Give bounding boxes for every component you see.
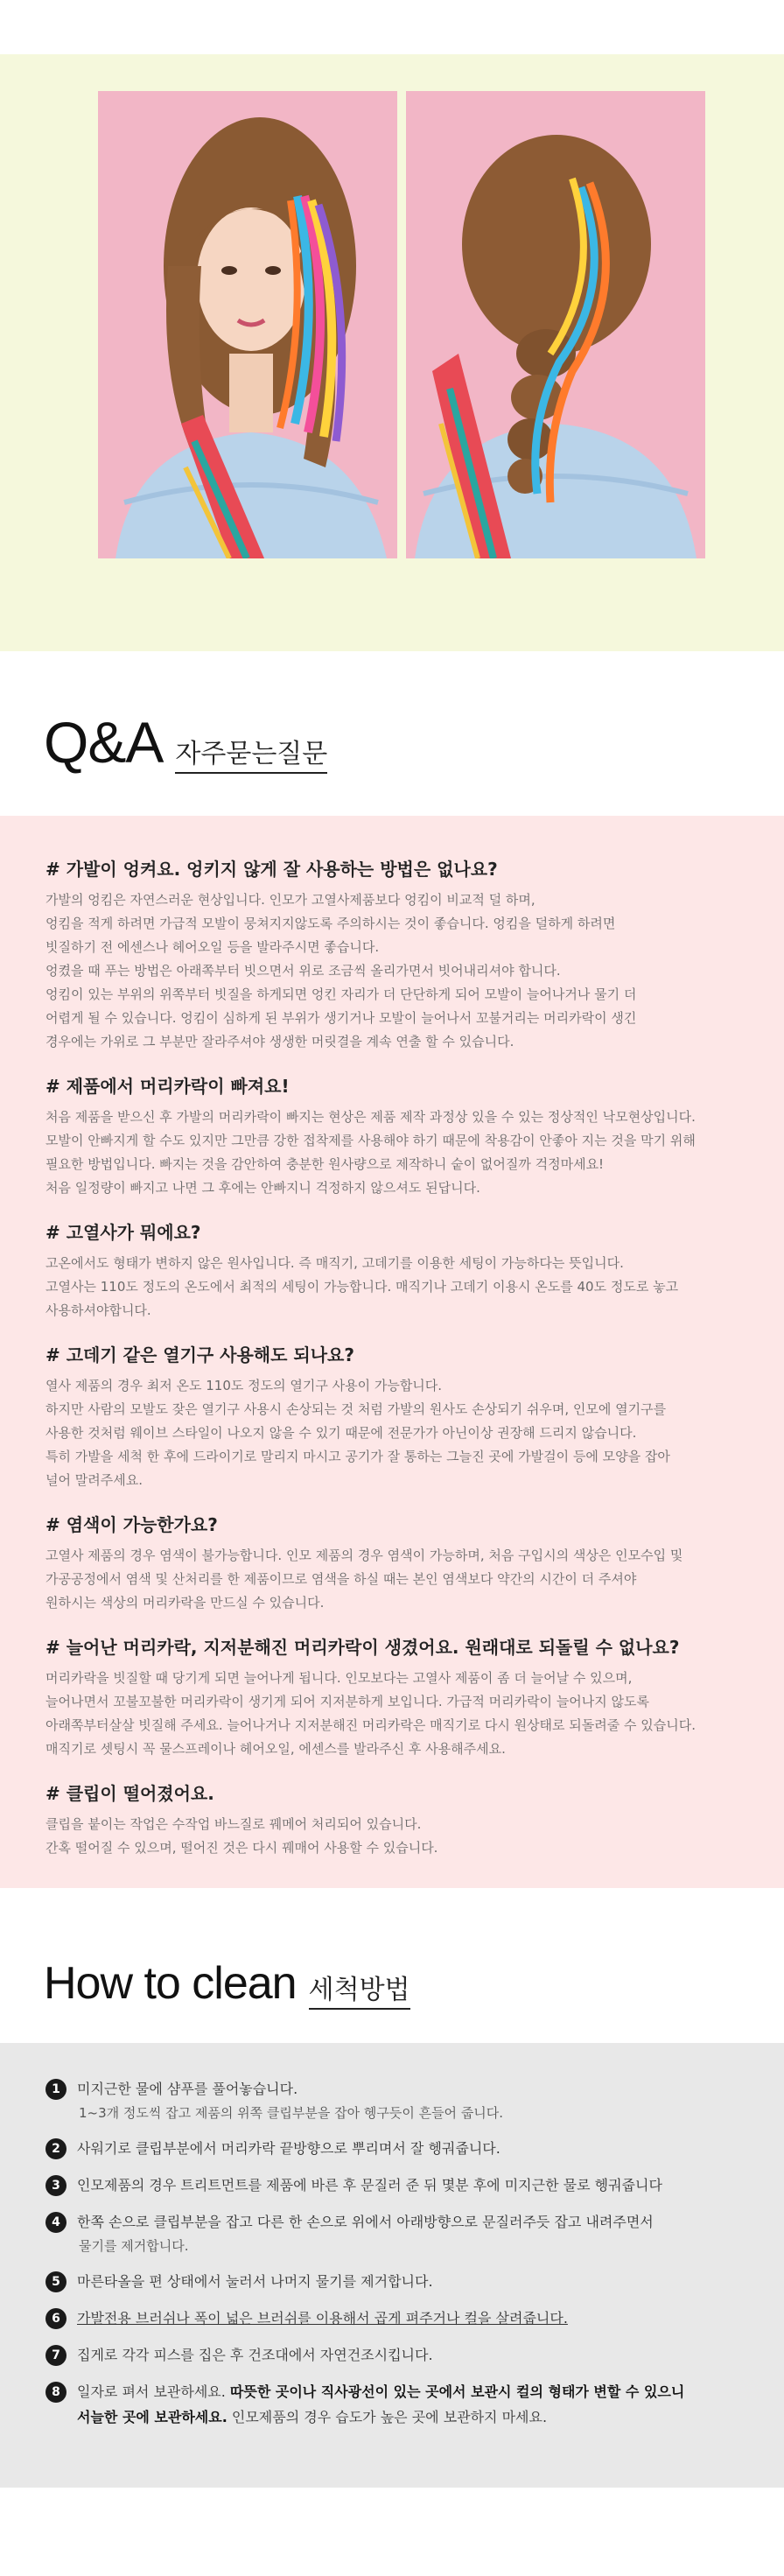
step-number-badge: 4: [46, 2212, 66, 2233]
step-number-badge: 6: [46, 2308, 66, 2329]
cleaning-step: [46, 2172, 754, 2198]
step-text: 집게로 각각 피스를 집은 후 건조대에서 자연건조시킵니다.: [77, 2347, 433, 2363]
step-text: [77, 2379, 684, 2404]
step-body: [77, 2136, 500, 2161]
step-body: [77, 2269, 433, 2294]
step-number-badge: 2: [46, 2138, 66, 2159]
faq-answer-line: 엉킴이 있는 부위의 위쪽부터 빗질을 하게되면 엉킨 자리가 더 단단하게 되어 모발이 늘어나거나 물기 더: [46, 986, 637, 1002]
step-body: [77, 2209, 654, 2257]
faq-answer-line: 고열사는 110도 정도의 온도에서 최적의 세팅이 가능합니다. 매직기나 고데기 이용시 온도를 40도 정도로 놓고: [46, 1279, 679, 1295]
cleaning-step: [46, 2306, 754, 2331]
step-text: 사워기로 클립부분에서 머리카락 끝방향으로 뿌리며서 잘 헹궈줍니다.: [77, 2140, 500, 2157]
faq-answer-line: 빗질하기 전 에센스나 헤어오일 등을 발라주시면 좋습니다.: [46, 939, 380, 955]
model-front-illustration: [98, 91, 397, 558]
cleaning-step: [46, 2136, 754, 2161]
faq-answer-line: 가발의 엉킴은 자연스러운 현상입니다. 인모가 고열사제품보다 엉킴이 비교적 덜 하며,: [46, 892, 536, 908]
faq-answer-line: 처음 일정량이 빠지고 나면 그 후에는 안빠지니 걱정하지 않으셔도 된답니다.: [46, 1180, 480, 1196]
step-text: 가발전용 브러쉬나 폭이 넓은 브러쉬를 이용해서 곱게 펴주거나 컬을 살려줍니다.: [77, 2310, 568, 2327]
step-subtext: 물기를 제거합니다.: [79, 2238, 189, 2254]
faq-answer-line: 엉켰을 때 푸는 방법은 아래쪽부터 빗으면서 위로 조금씩 올리가면서 빗어내리셔야 합니다.: [46, 963, 561, 979]
faq-answer-line: 특히 가발을 세척 한 후에 드라이기로 말리지 마시고 공기가 잘 통하는 그늘진 곳에 가발걸이 등에 모양을 잡아: [46, 1449, 670, 1464]
faq-answer-line: 하지만 사람의 모발도 잦은 열기구 사용시 손상되는 것 처럼 가발의 원사도 손상되기 쉬우며, 인모에 열기구를: [46, 1401, 667, 1417]
step-number-badge: 7: [46, 2345, 66, 2366]
clean-heading: [44, 1957, 410, 2010]
model-back-photo: [406, 91, 705, 558]
step-number-badge: 5: [46, 2271, 66, 2292]
faq-item: [46, 1782, 754, 1860]
faq-answer-line: 사용하셔야합니다.: [46, 1302, 151, 1318]
qa-heading: [44, 709, 327, 776]
qa-title: Q&A: [44, 710, 164, 775]
cleaning-steps: [46, 2076, 754, 2441]
faq-question: # 가발이 엉켜요. 엉키지 않게 잘 사용하는 방법은 없나요?: [46, 859, 498, 880]
faq-item: [46, 1344, 754, 1492]
faq-question: # 제품에서 머리카락이 빠져요!: [46, 1076, 290, 1097]
faq-answer: [46, 1106, 754, 1200]
faq-answer-line: 고열사 제품의 경우 염색이 불가능합니다. 인모 제품의 경우 염색이 가능하며, 처음 구입시의 색상은 인모수입 및: [46, 1548, 683, 1563]
cleaning-step: [46, 2379, 754, 2430]
step-body: [77, 2342, 433, 2368]
faq-answer-line: 가공공정에서 염색 및 산처리를 한 제품이므로 염색을 하실 때는 본인 염색보다 약간의 시간이 더 주셔야: [46, 1571, 637, 1587]
faq-answer: [46, 1667, 754, 1761]
model-back-illustration: [406, 91, 705, 558]
step-subtext-plain: 인모제품의 경우 습도가 높은 곳에 보관하지 마세요.: [231, 2409, 548, 2425]
step-body: [77, 2306, 568, 2331]
faq-answer-line: 간혹 떨어질 수 있으며, 떨어진 것은 다시 꿰매어 사용할 수 있습니다.: [46, 1840, 438, 1856]
faq-answer: [46, 1374, 754, 1492]
faq-answer-line: 고온에서도 형태가 변하지 않은 원사입니다. 즉 매직기, 고데기를 이용한 세팅이 가능하다는 뜻입니다.: [46, 1255, 624, 1271]
step-number-badge: 8: [46, 2382, 66, 2403]
faq-answer-line: 아래쪽부터살살 빗질해 주세요. 늘어나거나 지저분해진 머리카락은 매직기로 다시 원상태로 되돌려줄 수 있습니다.: [46, 1717, 696, 1733]
faq-question: # 늘어난 머리카락, 지저분해진 머리카락이 생겼어요. 원래대로 되돌릴 수 없나요?: [46, 1637, 680, 1658]
faq-answer-line: 널어 말려주세요.: [46, 1472, 143, 1488]
faq-item: [46, 1075, 754, 1200]
cleaning-step: [46, 2269, 754, 2294]
faq-answer-line: 사용한 것처럼 웨이브 스타일이 나오지 않을 수 있기 때문에 전문가가 아닌이상 권장해 드리지 않습니다.: [46, 1425, 637, 1441]
step-subtext-bold: 서늘한 곳에 보관하세요.: [77, 2409, 228, 2425]
faq-item: [46, 858, 754, 1054]
faq-answer-line: 모발이 안빠지게 할 수도 있지만 그만큼 강한 접착제를 사용해야 하기 때문에 착용감이 안좋아 지는 것을 막기 위해: [46, 1133, 696, 1148]
faq-section: [0, 816, 784, 1888]
step-subtext: [77, 2404, 684, 2430]
step-text: 마른타올을 편 상태에서 눌러서 나머지 물기를 제거합니다.: [77, 2273, 433, 2290]
step-body: [77, 2076, 503, 2124]
faq-answer-line: 원하시는 색상의 머리카락을 만드실 수 있습니다.: [46, 1595, 325, 1611]
faq-answer-line: 어렵게 될 수 있습니다. 엉킴이 심하게 된 부위가 생기거나 모발이 늘어나서 꼬불거리는 머리카락이 생긴: [46, 1010, 637, 1026]
faq-answer-line: 경우에는 가위로 그 부분만 잘라주셔야 생생한 머릿결을 계속 연출 할 수 있습니다.: [46, 1034, 514, 1049]
step-number-badge: 3: [46, 2175, 66, 2196]
faq-answer-line: 처음 제품을 받으신 후 가발의 머리카락이 빠지는 현상은 제품 제작 과정상 있을 수 있는 정상적인 낙모현상입니다.: [46, 1109, 696, 1125]
step-text: 인모제품의 경우 트리트먼트를 제품에 바른 후 문질러 준 뒤 몇분 후에 미지근한 물로 헹궈줍니다: [77, 2177, 662, 2193]
cleaning-section: [0, 2043, 784, 2488]
cleaning-step: [46, 2076, 754, 2124]
faq-list: [46, 858, 754, 1881]
faq-answer-line: 매직기로 셋팅시 꼭 물스프레이나 헤어오일, 에센스를 발라주신 후 사용해주세요.: [46, 1741, 506, 1757]
step-number-badge: 1: [46, 2079, 66, 2100]
clean-subtitle: 세척방법: [309, 1968, 410, 2010]
faq-answer-line: 늘어나면서 꼬불꼬불한 머리카락이 생기게 되어 지저분하게 보입니다. 가급적 머리카락이 늘어나지 않도록: [46, 1694, 650, 1709]
faq-answer-line: 필요한 방법입니다. 빠지는 것을 감안하여 충분한 원사량으로 제작하니 숱이 없어질까 걱정마세요!: [46, 1156, 605, 1172]
faq-question: # 고열사가 뭐에요?: [46, 1222, 201, 1243]
step-text: 한쪽 손으로 클립부분을 잡고 다른 한 손으로 위에서 아래방향으로 문질러주듯 잡고 내려주면서: [77, 2214, 654, 2230]
faq-answer-line: 머리카락을 빗질할 때 당기게 되면 늘어나게 됩니다. 인모보다는 고열사 제품이 좀 더 늘어날 수 있으며,: [46, 1670, 633, 1686]
step-text: 미지근한 물에 샴푸를 풀어놓습니다.: [77, 2081, 298, 2097]
faq-answer: [46, 1252, 754, 1323]
faq-answer-line: 열사 제품의 경우 최저 온도 110도 정도의 열기구 사용이 가능합니다.: [46, 1378, 443, 1393]
cleaning-step: [46, 2342, 754, 2368]
step-body: [77, 2379, 684, 2430]
faq-question: # 염색이 가능한가요?: [46, 1514, 218, 1535]
faq-question: # 클립이 떨어졌어요.: [46, 1783, 214, 1804]
faq-answer-line: 엉킴을 적게 하려면 가급적 모발이 뭉쳐지지않도록 주의하시는 것이 좋습니다. 엉킴을 덜하게 하려면: [46, 916, 616, 931]
clean-title: How to clean: [44, 1958, 297, 2009]
faq-question: # 고데기 같은 열기구 사용해도 되나요?: [46, 1344, 354, 1365]
step-text-plain: 일자로 펴서 보관하세요.: [77, 2383, 226, 2400]
step-body: [77, 2172, 662, 2198]
faq-item: [46, 1636, 754, 1761]
cleaning-step: [46, 2209, 754, 2257]
faq-answer: [46, 888, 754, 1054]
faq-answer-line: 클립을 붙이는 작업은 수작업 바느질로 꿰메어 처리되어 있습니다.: [46, 1816, 422, 1832]
step-text-bold: 따뜻한 곳이나 직사광선이 있는 곳에서 보관시 컬의 형태가 변할 수 있으니: [229, 2383, 685, 2400]
faq-item: [46, 1221, 754, 1323]
qa-subtitle: 자주묻는질문: [175, 732, 327, 774]
model-front-photo: [98, 91, 397, 558]
step-subtext: 1~3개 정도씩 잡고 제품의 위쪽 클립부분을 잡아 헹구듯이 흔들어 줍니다.: [79, 2105, 504, 2121]
faq-item: [46, 1513, 754, 1615]
faq-answer: [46, 1544, 754, 1615]
faq-answer: [46, 1813, 754, 1860]
